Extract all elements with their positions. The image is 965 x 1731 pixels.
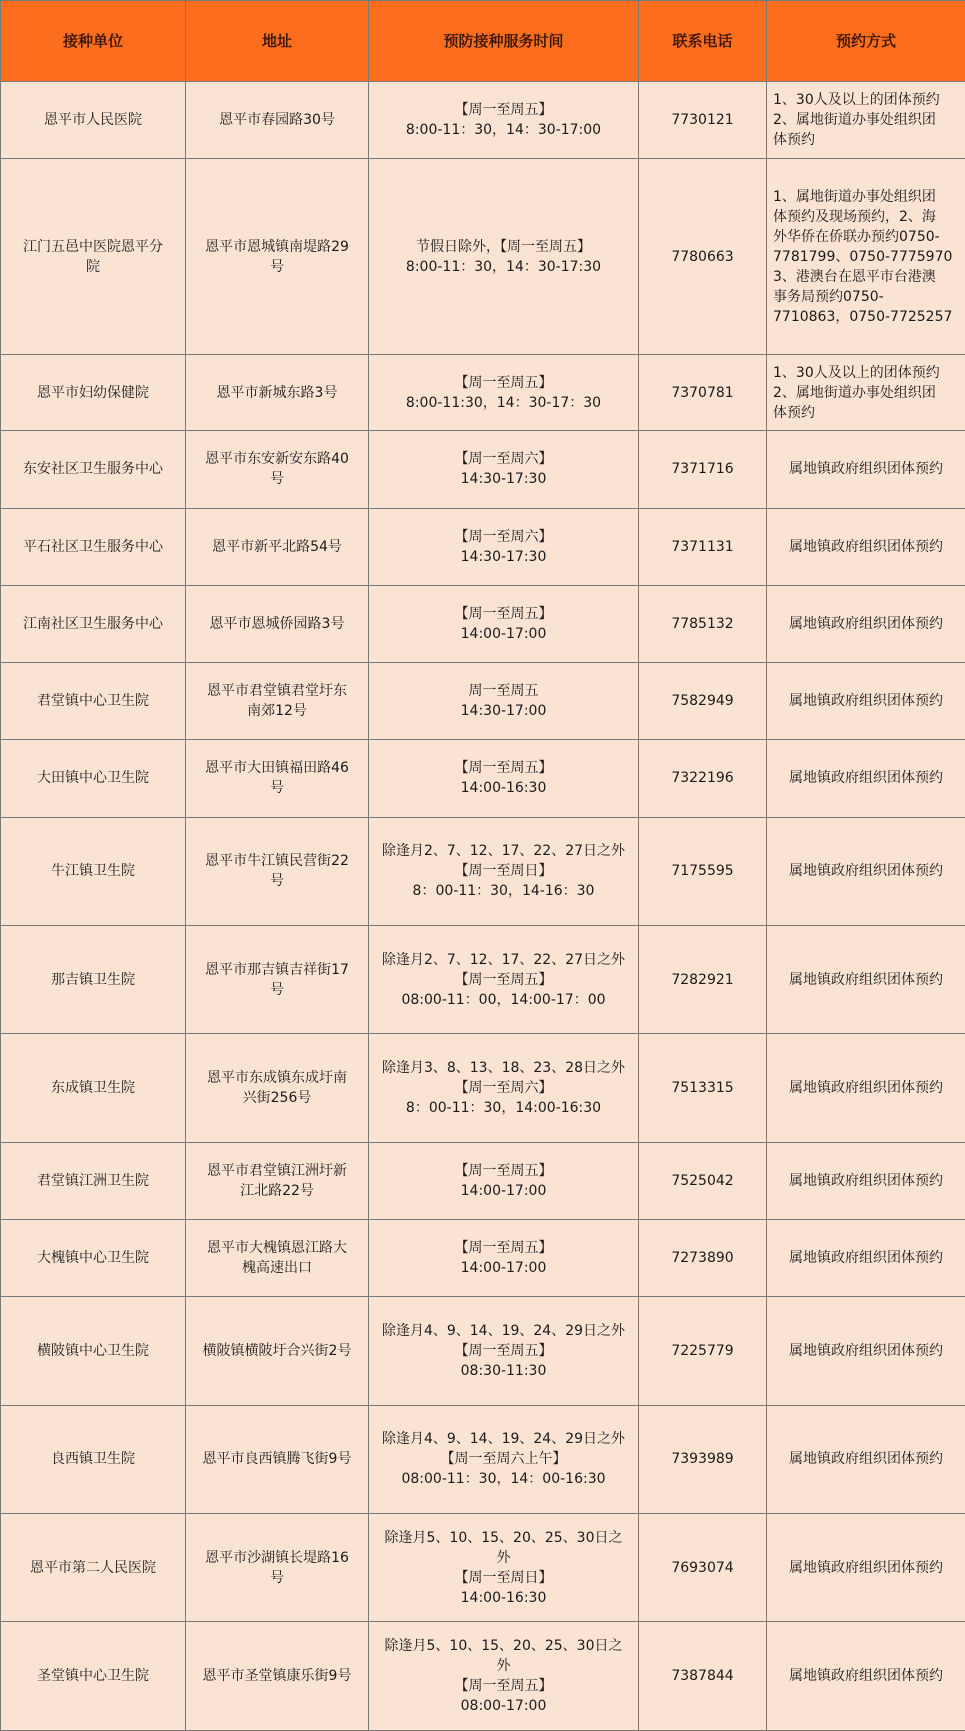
cell-method: 1、30人及以上的团体预约 2、属地街道办事处组织团 体预约 xyxy=(767,354,965,430)
cell-phone: 7730121 xyxy=(639,82,767,159)
header-unit: 接种单位 xyxy=(1,1,186,82)
cell-method: 属地镇政府组织团体预约 xyxy=(767,1220,965,1297)
table-row xyxy=(1,1034,965,1142)
header-method: 预约方式 xyxy=(767,1,965,82)
cell-phone: 7582949 xyxy=(639,663,767,740)
cell-address: 恩平市圣堂镇康乐街9号 xyxy=(186,1622,369,1731)
table-row xyxy=(1,1514,965,1622)
header-phone: 联系电话 xyxy=(639,1,767,82)
cell-unit: 恩平市第二人民医院 xyxy=(1,1514,186,1622)
cell-phone: 7282921 xyxy=(639,925,767,1033)
cell-method: 属地镇政府组织团体预约 xyxy=(767,925,965,1033)
cell-time: 除逢月2、7、12、17、22、27日之外 【周一至周日】 8：00-11：30，14-16：30 xyxy=(369,817,639,925)
table-row xyxy=(1,1297,965,1405)
cell-address: 恩平市东安新安东路40 号 xyxy=(186,431,369,508)
cell-unit: 江门五邑中医院恩平分 院 xyxy=(1,159,186,355)
cell-phone: 7693074 xyxy=(639,1514,767,1622)
cell-address: 恩平市东成镇东成圩南 兴街256号 xyxy=(186,1034,369,1142)
table-row xyxy=(1,1405,965,1513)
cell-time: 除逢月4、9、14、19、24、29日之外 【周一至周六上午】 08:00-11：30，14：00-16:30 xyxy=(369,1405,639,1513)
table-row xyxy=(1,925,965,1033)
cell-time: 【周一至周五】 14:00-17:00 xyxy=(369,1220,639,1297)
cell-unit: 圣堂镇中心卫生院 xyxy=(1,1622,186,1731)
cell-unit: 东成镇卫生院 xyxy=(1,1034,186,1142)
cell-address: 恩平市新城东路3号 xyxy=(186,354,369,430)
cell-phone: 7370781 xyxy=(639,354,767,430)
table-row xyxy=(1,159,965,355)
cell-method: 属地镇政府组织团体预约 xyxy=(767,1297,965,1405)
cell-address: 恩平市牛江镇民营街22 号 xyxy=(186,817,369,925)
cell-time: 除逢月4、9、14、19、24、29日之外 【周一至周五】 08:30-11:30 xyxy=(369,1297,639,1405)
cell-address: 恩平市大田镇福田路46 号 xyxy=(186,740,369,817)
cell-phone: 7525042 xyxy=(639,1142,767,1219)
cell-address: 横陂镇横陂圩合兴街2号 xyxy=(186,1297,369,1405)
cell-unit: 君堂镇江洲卫生院 xyxy=(1,1142,186,1219)
cell-unit: 江南社区卫生服务中心 xyxy=(1,585,186,662)
cell-phone: 7387844 xyxy=(639,1622,767,1731)
cell-address: 恩平市恩城侨园路3号 xyxy=(186,585,369,662)
cell-phone: 7513315 xyxy=(639,1034,767,1142)
cell-phone: 7322196 xyxy=(639,740,767,817)
table-row xyxy=(1,817,965,925)
cell-method: 属地镇政府组织团体预约 xyxy=(767,1405,965,1513)
table-row xyxy=(1,740,965,817)
cell-method: 1、属地街道办事处组织团 体预约及现场预约，2、海 外华侨在侨联办预约0750- 7781799、0750-7775970 3、港澳台在恩平市台港澳 事务局预约0750- 7710863，0750-7725257 xyxy=(767,159,965,355)
cell-phone: 7780663 xyxy=(639,159,767,355)
cell-phone: 7371716 xyxy=(639,431,767,508)
cell-address: 恩平市春园路30号 xyxy=(186,82,369,159)
cell-method: 属地镇政府组织团体预约 xyxy=(767,740,965,817)
cell-time: 除逢月5、10、15、20、25、30日之 外 【周一至周日】 14:00-16:30 xyxy=(369,1514,639,1622)
cell-method: 属地镇政府组织团体预约 xyxy=(767,1142,965,1219)
cell-time: 【周一至周五】 8:00-11:30，14：30-17：30 xyxy=(369,354,639,430)
cell-time: 【周一至周五】 8:00-11：30，14：30-17:00 xyxy=(369,82,639,159)
cell-method: 属地镇政府组织团体预约 xyxy=(767,1622,965,1731)
header-time: 预防接种服务时间 xyxy=(369,1,639,82)
cell-method: 属地镇政府组织团体预约 xyxy=(767,585,965,662)
cell-time: 周一至周五 14:30-17:00 xyxy=(369,663,639,740)
cell-time: 【周一至周六】 14:30-17:30 xyxy=(369,431,639,508)
cell-method: 1、30人及以上的团体预约 2、属地街道办事处组织团 体预约 xyxy=(767,82,965,159)
cell-address: 恩平市那吉镇吉祥街17 号 xyxy=(186,925,369,1033)
table-row xyxy=(1,1142,965,1219)
cell-time: 【周一至周五】 14:00-17:00 xyxy=(369,1142,639,1219)
cell-address: 恩平市新平北路54号 xyxy=(186,508,369,585)
cell-method: 属地镇政府组织团体预约 xyxy=(767,1034,965,1142)
cell-unit: 横陂镇中心卫生院 xyxy=(1,1297,186,1405)
cell-address: 恩平市沙湖镇长堤路16 号 xyxy=(186,1514,369,1622)
cell-unit: 恩平市人民医院 xyxy=(1,82,186,159)
table-row xyxy=(1,1220,965,1297)
cell-address: 恩平市大槐镇恩江路大 槐高速出口 xyxy=(186,1220,369,1297)
cell-time: 除逢月5、10、15、20、25、30日之 外 【周一至周五】 08:00-17:00 xyxy=(369,1622,639,1731)
header-row xyxy=(1,1,965,82)
cell-time: 除逢月2、7、12、17、22、27日之外 【周一至周五】 08:00-11：00，14:00-17：00 xyxy=(369,925,639,1033)
cell-time: 节假日除外，【周一至周五】 8:00-11：30，14：30-17:30 xyxy=(369,159,639,355)
cell-unit: 恩平市妇幼保健院 xyxy=(1,354,186,430)
cell-time: 【周一至周五】 14:00-16:30 xyxy=(369,740,639,817)
cell-unit: 良西镇卫生院 xyxy=(1,1405,186,1513)
cell-phone: 7175595 xyxy=(639,817,767,925)
cell-unit: 那吉镇卫生院 xyxy=(1,925,186,1033)
table-row xyxy=(1,585,965,662)
cell-unit: 大田镇中心卫生院 xyxy=(1,740,186,817)
cell-phone: 7273890 xyxy=(639,1220,767,1297)
table-body xyxy=(1,82,965,1731)
cell-method: 属地镇政府组织团体预约 xyxy=(767,1514,965,1622)
cell-method: 属地镇政府组织团体预约 xyxy=(767,663,965,740)
cell-time: 【周一至周五】 14:00-17:00 xyxy=(369,585,639,662)
cell-address: 恩平市君堂镇江洲圩新 江北路22号 xyxy=(186,1142,369,1219)
cell-time: 除逢月3、8、13、18、23、28日之外 【周一至周六】 8：00-11：30，14:00-16:30 xyxy=(369,1034,639,1142)
table-row xyxy=(1,82,965,159)
cell-unit: 牛江镇卫生院 xyxy=(1,817,186,925)
table-row xyxy=(1,431,965,508)
cell-address: 恩平市恩城镇南堤路29 号 xyxy=(186,159,369,355)
header-address: 地址 xyxy=(186,1,369,82)
cell-unit: 大槐镇中心卫生院 xyxy=(1,1220,186,1297)
cell-method: 属地镇政府组织团体预约 xyxy=(767,431,965,508)
cell-phone: 7371131 xyxy=(639,508,767,585)
cell-unit: 君堂镇中心卫生院 xyxy=(1,663,186,740)
cell-time: 【周一至周六】 14:30-17:30 xyxy=(369,508,639,585)
cell-method: 属地镇政府组织团体预约 xyxy=(767,817,965,925)
cell-phone: 7393989 xyxy=(639,1405,767,1513)
table-row xyxy=(1,663,965,740)
cell-unit: 平石社区卫生服务中心 xyxy=(1,508,186,585)
cell-address: 恩平市良西镇腾飞街9号 xyxy=(186,1405,369,1513)
cell-address: 恩平市君堂镇君堂圩东 南郊12号 xyxy=(186,663,369,740)
table-row xyxy=(1,1622,965,1731)
cell-phone: 7785132 xyxy=(639,585,767,662)
cell-unit: 东安社区卫生服务中心 xyxy=(1,431,186,508)
cell-method: 属地镇政府组织团体预约 xyxy=(767,508,965,585)
table-row xyxy=(1,508,965,585)
cell-phone: 7225779 xyxy=(639,1297,767,1405)
table-row xyxy=(1,354,965,430)
